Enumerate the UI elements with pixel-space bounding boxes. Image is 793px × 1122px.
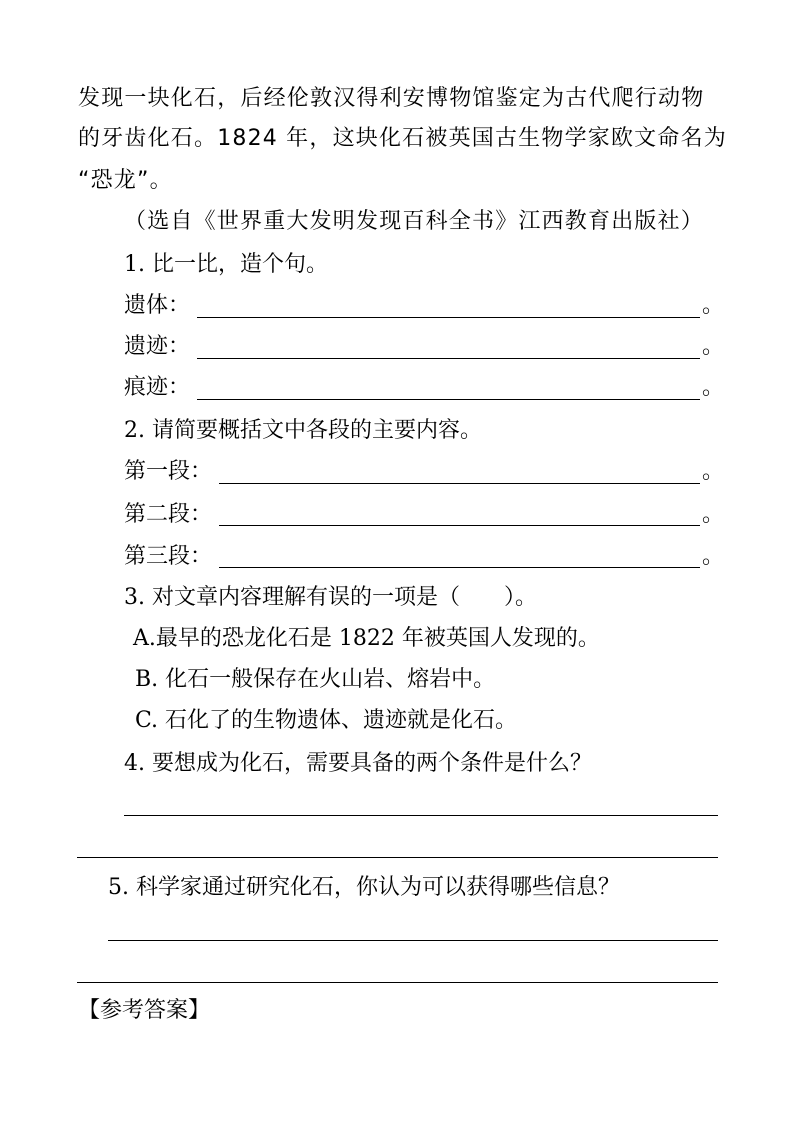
q3-option-b: B. 化石一般保存在火山岩、熔岩中。 [135,667,496,692]
passage-line-1: 发现一块化石，后经伦敦汉得利安博物馆鉴定为古代爬行动物 [78,86,705,111]
q2-item-label: 第三段： [124,544,213,569]
q1-item-label: 痕迹： [124,375,191,400]
q1-item-answer-line[interactable] [197,358,700,359]
passage-source: （选自《世界重大发明发现百科全书》江西教育出版社） [124,209,705,234]
q1-item-end: 。 [702,334,725,359]
q4-answer-line[interactable] [124,815,718,816]
q5-prompt: 5. 科学家通过研究化石，你认为可以获得哪些信息？ [108,875,620,900]
q2-item-answer-line[interactable] [219,567,700,568]
q2-item-label: 第二段： [124,502,213,527]
q1-item-end: 。 [702,293,725,318]
answers-header: 【参考答案】 [78,998,211,1023]
q2-prompt: 2. 请简要概括文中各段的主要内容。 [124,418,482,443]
q1-item-answer-line[interactable] [197,399,700,400]
q1-prompt: 1. 比一比，造个句。 [124,252,328,277]
q2-item-end: 。 [702,502,725,527]
q1-item-label: 遗迹： [124,334,191,359]
q5-answer-line-2[interactable] [77,982,718,983]
q2-item-end: 。 [702,459,725,484]
q4-prompt: 4. 要想成为化石，需要具备的两个条件是什么？ [124,751,592,776]
passage-line-3: “恐龙”。 [78,168,173,193]
q1-item-answer-line[interactable] [197,317,700,318]
q3-prompt: 3. 对文章内容理解有误的一项是（ ）。 [124,585,537,610]
q3-option-c: C. 石化了的生物遗体、遗迹就是化石。 [135,708,518,733]
q2-item-end: 。 [702,544,725,569]
q1-item-label: 遗体： [124,293,191,318]
q5-answer-line[interactable] [108,940,718,941]
q4-answer-line-2[interactable] [77,857,718,858]
q2-item-answer-line[interactable] [219,483,700,484]
q3-option-a: A.最早的恐龙化石是 1822 年被英国人发现的。 [133,626,600,651]
q2-item-answer-line[interactable] [219,525,700,526]
q2-item-label: 第一段： [124,459,213,484]
passage-line-2: 的牙齿化石。1824 年，这块化石被英国古生物学家欧文命名为 [78,126,727,151]
q1-item-end: 。 [702,375,725,400]
